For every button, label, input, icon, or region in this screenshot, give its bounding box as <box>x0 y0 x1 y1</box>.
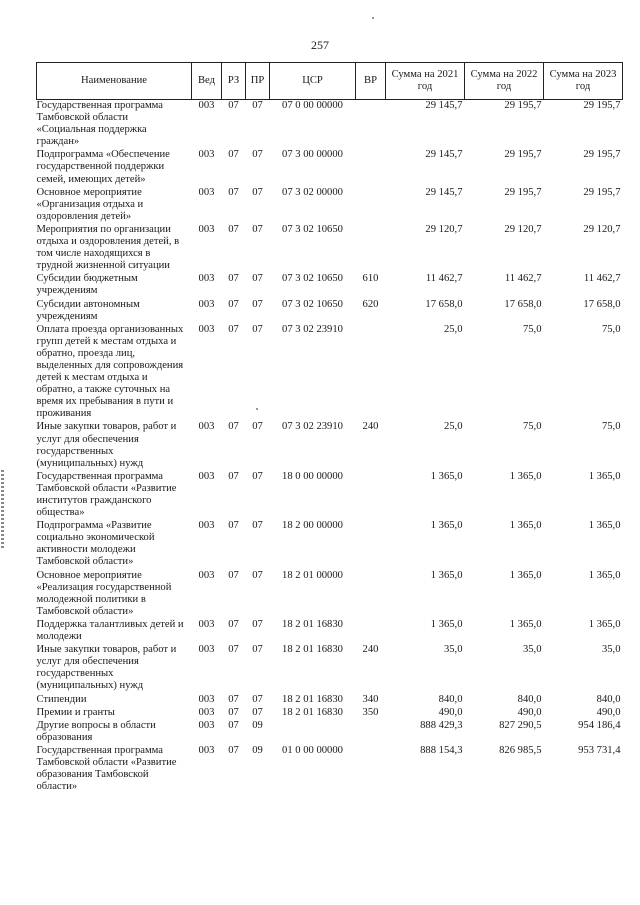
header-vr: ВР <box>356 63 386 100</box>
cell-name: Подпрограмма «Развитие социально экономической активности молодежи Тамбовской области» <box>36 520 155 568</box>
cell-sum-2021: 25,0 <box>443 421 463 433</box>
cell-sum-2023: 35,0 <box>601 644 621 656</box>
cell-ved: 003 <box>198 706 215 718</box>
cell-ved: 003 <box>198 618 215 630</box>
cell-vr <box>356 619 386 644</box>
page-number: 257 <box>311 38 329 52</box>
cell-csr: 07 3 02 00000 <box>282 186 343 198</box>
header-sum-2023: Сумма на 2023 год <box>544 63 623 100</box>
cell-rz: 07 <box>228 149 239 161</box>
cell-pr: 07 <box>252 273 263 285</box>
cell-ved: 003 <box>198 644 215 656</box>
cell-name: Государственная программа Тамбовской области «Развитие образования Тамбовской области» <box>36 744 177 793</box>
cell-pr: 09 <box>252 744 263 756</box>
cell-rz: 07 <box>228 719 239 731</box>
table-row <box>37 149 623 186</box>
header-pr: ПР <box>246 63 270 100</box>
cell-pr: 07 <box>252 618 263 630</box>
cell-csr: 07 3 02 23910 <box>282 421 343 433</box>
cell-sum-2023: 29 195,7 <box>583 186 621 198</box>
cell-vr <box>356 100 386 150</box>
cell-csr: 18 2 01 16830 <box>282 706 343 718</box>
cell-ved: 003 <box>198 470 215 482</box>
cell-vr <box>356 224 386 273</box>
cell-sum-2023: 1 365,0 <box>588 470 621 482</box>
cell-pr: 07 <box>252 693 263 705</box>
cell-name: Государственная программа Тамбовской области «Социальная поддержка граждан» <box>36 100 164 148</box>
cell-pr: 07 <box>252 569 263 581</box>
cell-pr: 09 <box>252 719 263 731</box>
cell-sum-2023: 840,0 <box>596 693 621 705</box>
table-row <box>37 299 623 324</box>
cell-csr: 18 2 01 00000 <box>282 569 343 581</box>
cell-name: Премии и гранты <box>36 706 115 718</box>
cell-pr: 07 <box>252 323 263 335</box>
cell-rz: 07 <box>228 273 239 285</box>
cell-vr: 340 <box>362 693 379 705</box>
cell-rz: 07 <box>228 706 239 718</box>
cell-csr <box>270 720 356 745</box>
table-row <box>37 421 623 470</box>
cell-csr: 07 3 02 10650 <box>282 223 343 235</box>
cell-sum-2022: 75,0 <box>522 421 542 433</box>
cell-name: Субсидии бюджетным учреждениям <box>36 273 138 297</box>
cell-pr: 07 <box>252 298 263 310</box>
cell-rz: 07 <box>228 186 239 198</box>
cell-sum-2021: 29 145,7 <box>425 149 463 161</box>
table-header <box>37 63 623 100</box>
cell-sum-2023: 1 365,0 <box>588 618 621 630</box>
cell-sum-2023: 75,0 <box>601 323 621 335</box>
cell-name: Подпрограмма «Обеспечение государственной поддержки семей, имеющих детей» <box>36 149 170 185</box>
cell-ved: 003 <box>198 569 215 581</box>
cell-name: Иные закупки товаров, работ и услуг для обеспечения государственных (муниципальных) нужд <box>36 644 177 692</box>
cell-csr: 18 2 01 16830 <box>282 693 343 705</box>
cell-ved: 003 <box>198 298 215 310</box>
cell-sum-2023: 490,0 <box>596 706 621 718</box>
cell-vr: 240 <box>362 644 379 656</box>
cell-sum-2023: 29 120,7 <box>583 223 621 235</box>
cell-sum-2021: 490,0 <box>438 706 463 718</box>
table-row <box>37 570 623 619</box>
cell-sum-2023: 29 195,7 <box>583 100 621 111</box>
scan-margin-mark <box>1 470 4 550</box>
cell-pr: 07 <box>252 706 263 718</box>
cell-csr: 07 0 00 00000 <box>282 100 343 111</box>
cell-csr: 18 2 01 16830 <box>282 644 343 656</box>
cell-sum-2022: 1 365,0 <box>509 520 542 532</box>
table-row <box>37 224 623 273</box>
cell-sum-2021: 1 365,0 <box>430 520 463 532</box>
cell-name: Поддержка талантливых детей и молодежи <box>36 618 184 643</box>
cell-vr: 350 <box>362 706 379 718</box>
cell-name: Другие вопросы в области образования <box>36 719 156 743</box>
cell-sum-2023: 11 462,7 <box>583 273 621 285</box>
table-row <box>37 619 623 644</box>
cell-csr: 18 0 00 00000 <box>282 470 343 482</box>
table-row <box>37 324 623 422</box>
budget-table <box>36 62 623 794</box>
cell-pr: 07 <box>252 223 263 235</box>
cell-sum-2021: 888 429,3 <box>420 719 463 731</box>
cell-vr <box>356 187 386 224</box>
cell-sum-2021: 1 365,0 <box>430 618 463 630</box>
cell-ved: 003 <box>198 100 215 111</box>
cell-pr: 07 <box>252 149 263 161</box>
cell-pr: 07 <box>252 100 263 111</box>
cell-rz: 07 <box>228 470 239 482</box>
cell-rz: 07 <box>228 421 239 433</box>
cell-sum-2023: 954 186,4 <box>578 719 621 731</box>
cell-name: Основное мероприятие «Реализация государственной молодежной политики в Тамбовской области» <box>36 569 172 617</box>
cell-rz: 07 <box>228 298 239 310</box>
cell-vr: 620 <box>362 298 379 310</box>
cell-sum-2022: 11 462,7 <box>504 273 542 285</box>
cell-sum-2021: 1 365,0 <box>430 569 463 581</box>
cell-ved: 003 <box>198 693 215 705</box>
header-rz: РЗ <box>222 63 246 100</box>
cell-ved: 003 <box>198 719 215 731</box>
cell-csr: 07 3 02 23910 <box>282 323 343 335</box>
cell-sum-2022: 1 365,0 <box>509 470 542 482</box>
cell-csr: 18 2 00 00000 <box>282 520 343 532</box>
cell-ved: 003 <box>198 186 215 198</box>
cell-sum-2022: 840,0 <box>517 693 542 705</box>
cell-vr <box>356 471 386 520</box>
cell-sum-2022: 75,0 <box>522 323 542 335</box>
cell-rz: 07 <box>228 520 239 532</box>
cell-ved: 003 <box>198 520 215 532</box>
cell-vr: 240 <box>362 421 379 433</box>
cell-rz: 07 <box>228 100 239 111</box>
cell-rz: 07 <box>228 323 239 335</box>
cell-sum-2022: 29 120,7 <box>504 223 542 235</box>
cell-sum-2021: 29 120,7 <box>425 223 463 235</box>
cell-sum-2023: 953 731,4 <box>578 744 621 756</box>
header-ved: Вед <box>192 63 222 100</box>
header-sum-2022: Сумма на 2022 год <box>465 63 544 100</box>
cell-sum-2023: 1 365,0 <box>588 569 621 581</box>
cell-rz: 07 <box>228 223 239 235</box>
cell-name: Субсидии автономным учреждениям <box>36 298 140 322</box>
cell-sum-2022: 29 195,7 <box>504 100 542 111</box>
cell-sum-2022: 1 365,0 <box>509 618 542 630</box>
cell-sum-2022: 827 290,5 <box>499 719 542 731</box>
cell-vr <box>356 520 386 569</box>
table-row <box>37 745 623 794</box>
cell-name: Иные закупки товаров, работ и услуг для обеспечения государственных (муниципальных) нужд <box>36 421 177 469</box>
cell-pr: 07 <box>252 520 263 532</box>
cell-vr <box>356 324 386 422</box>
table-row <box>37 187 623 224</box>
cell-rz: 07 <box>228 693 239 705</box>
cell-pr: 07 <box>252 186 263 198</box>
cell-ved: 003 <box>198 744 215 756</box>
cell-rz: 07 <box>228 744 239 756</box>
header-csr: ЦСР <box>270 63 356 100</box>
header-name: Наименование <box>37 63 192 100</box>
cell-name: Оплата проезда организованных групп детей к местам отдыха и обратно, проезда лиц, выделенных для сопровождения детей к местам отдыха и обратно, а также суточных на время их пребывания в пути и проживания <box>36 323 184 420</box>
cell-sum-2022: 826 985,5 <box>499 744 542 756</box>
table-row <box>37 644 623 693</box>
cell-csr: 07 3 02 10650 <box>282 273 343 285</box>
cell-sum-2021: 25,0 <box>443 323 463 335</box>
cell-sum-2023: 29 195,7 <box>583 149 621 161</box>
cell-rz: 07 <box>228 569 239 581</box>
cell-sum-2022: 35,0 <box>522 644 542 656</box>
cell-pr: 07 <box>252 644 263 656</box>
cell-sum-2023: 17 658,0 <box>583 298 621 310</box>
cell-ved: 003 <box>198 323 215 335</box>
cell-pr: 07 <box>252 421 263 433</box>
table-row <box>37 707 623 720</box>
cell-csr: 01 0 00 00000 <box>282 744 343 756</box>
cell-vr <box>356 570 386 619</box>
cell-sum-2022: 490,0 <box>517 706 542 718</box>
table-row <box>37 720 623 745</box>
cell-vr <box>356 149 386 186</box>
cell-name: Государственная программа Тамбовской области «Развитие институтов гражданского общества» <box>36 470 177 519</box>
cell-vr <box>356 745 386 794</box>
cell-vr <box>356 720 386 745</box>
cell-name: Основное мероприятие «Организация отдыха и оздоровления детей» <box>36 186 144 222</box>
table-row <box>37 273 623 298</box>
cell-sum-2021: 11 462,7 <box>425 273 463 285</box>
cell-sum-2021: 840,0 <box>438 693 463 705</box>
table-row <box>37 471 623 520</box>
table-body <box>37 100 623 795</box>
cell-csr: 07 3 00 00000 <box>282 149 343 161</box>
cell-sum-2021: 29 145,7 <box>425 186 463 198</box>
table-row <box>37 520 623 569</box>
cell-name: Стипендии <box>36 693 87 705</box>
cell-vr: 610 <box>362 273 379 285</box>
cell-rz: 07 <box>228 644 239 656</box>
cell-csr: 07 3 02 10650 <box>282 298 343 310</box>
cell-sum-2022: 29 195,7 <box>504 186 542 198</box>
cell-ved: 003 <box>198 421 215 433</box>
table-row <box>37 100 623 150</box>
cell-sum-2023: 1 365,0 <box>588 520 621 532</box>
cell-rz: 07 <box>228 618 239 630</box>
cell-sum-2021: 888 154,3 <box>420 744 463 756</box>
cell-sum-2023: 75,0 <box>601 421 621 433</box>
cell-ved: 003 <box>198 149 215 161</box>
cell-sum-2021: 29 145,7 <box>425 100 463 111</box>
scan-speck <box>372 17 374 19</box>
cell-sum-2022: 1 365,0 <box>509 569 542 581</box>
cell-sum-2021: 1 365,0 <box>430 470 463 482</box>
cell-ved: 003 <box>198 273 215 285</box>
cell-sum-2022: 29 195,7 <box>504 149 542 161</box>
cell-csr: 18 2 01 16830 <box>282 618 343 630</box>
cell-pr: 07 <box>252 470 263 482</box>
cell-sum-2022: 17 658,0 <box>504 298 542 310</box>
cell-sum-2021: 17 658,0 <box>425 298 463 310</box>
cell-ved: 003 <box>198 223 215 235</box>
cell-sum-2021: 35,0 <box>443 644 463 656</box>
header-sum-2021: Сумма на 2021 год <box>386 63 465 100</box>
cell-name: Мероприятия по организации отдыха и оздоровления детей, в том числе находящихся в трудной жизненной ситуации <box>36 223 180 272</box>
table-row <box>37 694 623 707</box>
